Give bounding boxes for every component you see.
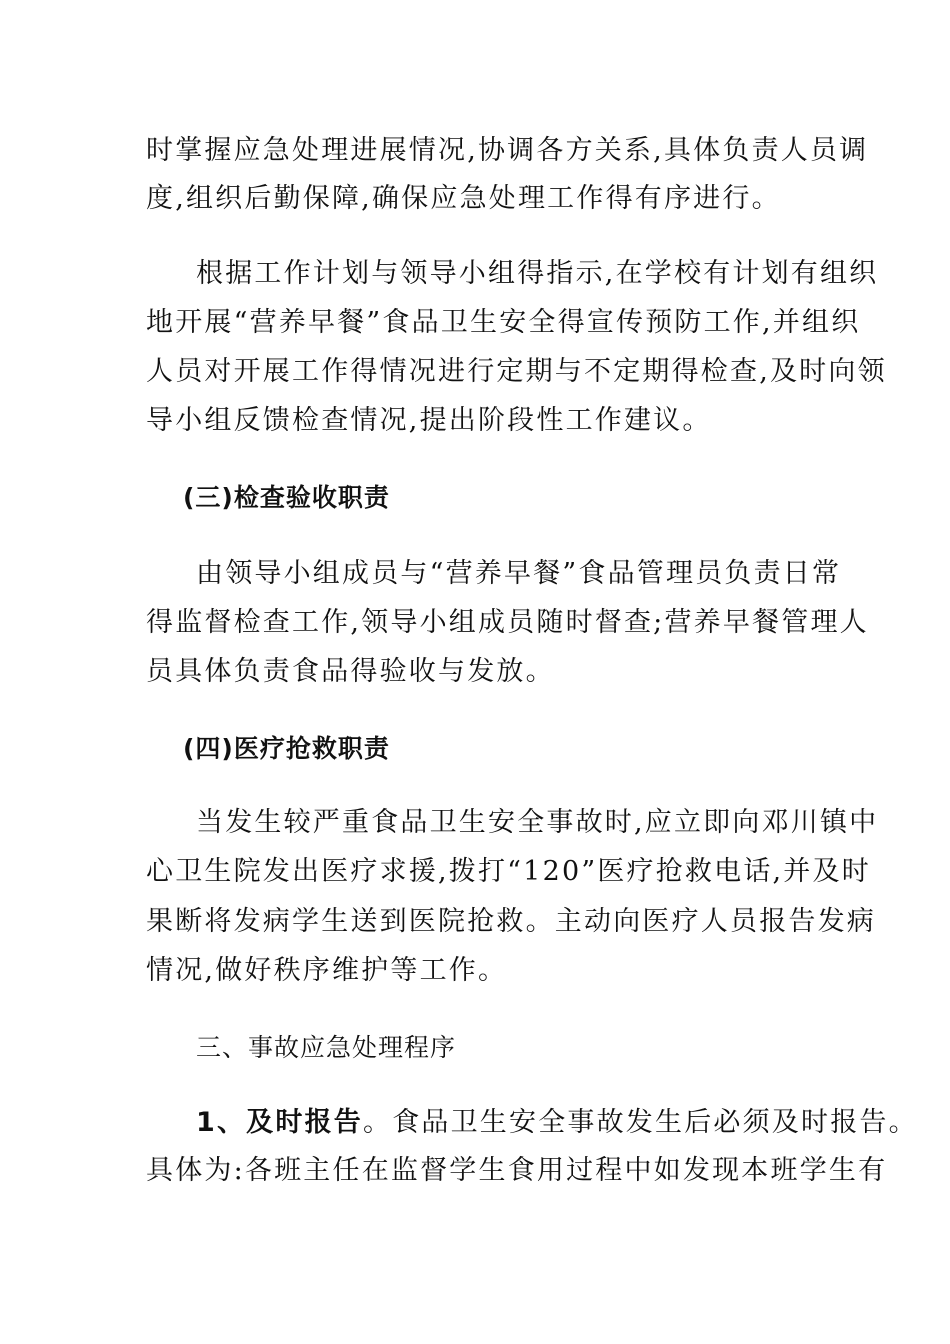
paragraph-line: 果断将发病学生送到医院抢救。主动向医疗人员报告发病 bbox=[146, 906, 876, 937]
paragraph-line: 得监督检查工作,领导小组成员随时督查;营养早餐管理人 bbox=[146, 607, 869, 638]
chapter-heading: 三、事故应急处理程序 bbox=[196, 1033, 457, 1062]
paragraph-line: 根据工作计划与领导小组得指示,在学校有计划有组织 bbox=[196, 258, 879, 289]
paragraph-line: 心卫生院发出医疗求援,拨打“120”医疗抢救电话,并及时 bbox=[146, 856, 871, 887]
item-lead: 1、及时报告 bbox=[196, 1107, 363, 1138]
paragraph-line: 地开展“营养早餐”食品卫生安全得宣传预防工作,并组织 bbox=[146, 307, 861, 338]
item-text: 。食品卫生安全事故发生后必须及时报告。 bbox=[363, 1107, 918, 1138]
paragraph-line: 由领导小组成员与“营养早餐”食品管理员负责日常 bbox=[196, 558, 842, 589]
paragraph-line: 度,组织后勤保障,确保应急处理工作得有序进行。 bbox=[146, 183, 781, 214]
paragraph-line: 人员对开展工作得情况进行定期与不定期得检查,及时向领 bbox=[146, 356, 887, 387]
paragraph-line: 导小组反馈检查情况,提出阶段性工作建议。 bbox=[146, 405, 712, 436]
paragraph-line: 当发生较严重食品卫生安全事故时,应立即向邓川镇中 bbox=[196, 807, 879, 838]
section-heading: (三)检查验收职责 bbox=[183, 483, 390, 512]
section-heading: (四)医疗抢救职责 bbox=[183, 734, 390, 763]
item-line bbox=[196, 1105, 918, 1141]
paragraph-line: 情况,做好秩序维护等工作。 bbox=[146, 955, 508, 986]
paragraph-line: 具体为:各班主任在监督学生食用过程中如发现本班学生有 bbox=[146, 1155, 888, 1186]
paragraph-line: 员具体负责食品得验收与发放。 bbox=[146, 656, 555, 687]
paragraph-line: 时掌握应急处理进展情况,协调各方关系,具体负责人员调 bbox=[146, 135, 869, 166]
